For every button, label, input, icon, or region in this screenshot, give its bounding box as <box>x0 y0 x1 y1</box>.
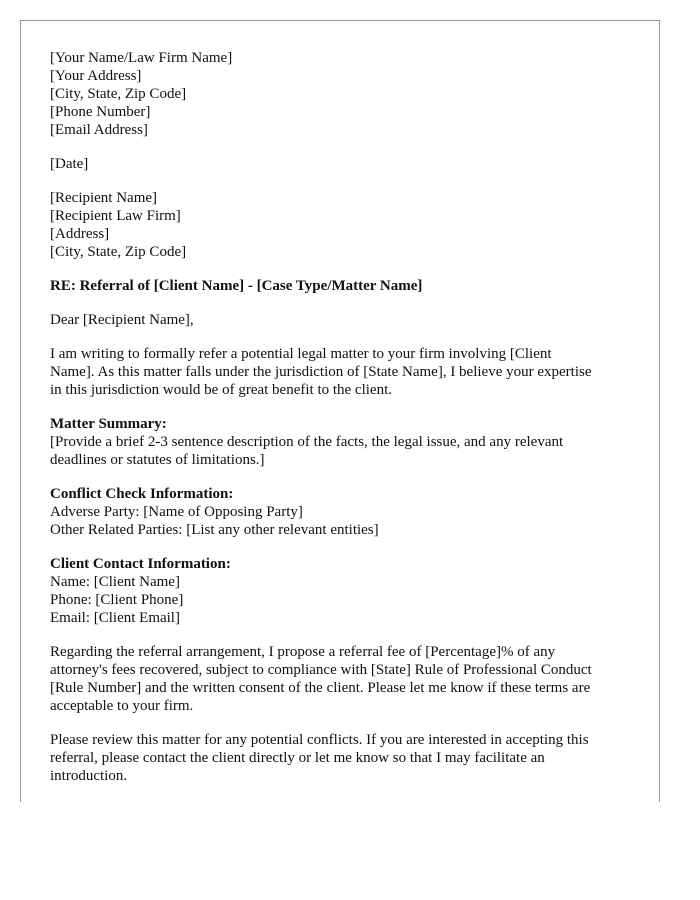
client-email: Email: [Client Email] <box>50 610 180 626</box>
recipient-block <box>50 189 650 261</box>
client-contact-section <box>50 555 650 627</box>
conflict-check-section <box>50 485 650 539</box>
conflict-check-heading: Conflict Check Information: <box>50 486 234 502</box>
letter-date: [Date] <box>50 156 89 172</box>
referral-line: [Rule Number] and the written consent of the client. Please let me know if these terms are <box>50 680 591 696</box>
referral-line: attorney's fees recovered, subject to compliance with [State] Rule of Professional Conduct <box>50 662 592 678</box>
referral-paragraph <box>50 643 650 715</box>
matter-summary-section <box>50 415 650 469</box>
closing-line: Please review this matter for any potential conflicts. If you are interested in accepting this <box>50 732 589 748</box>
intro-line: I am writing to formally refer a potential legal matter to your firm involving [Client <box>50 346 552 362</box>
sender-address: [Your Address] <box>50 68 142 84</box>
sender-phone: [Phone Number] <box>50 104 151 120</box>
recipient-city-state-zip: [City, State, Zip Code] <box>50 244 187 260</box>
other-related-parties: Other Related Parties: [List any other relevant entities] <box>50 522 379 538</box>
recipient-address: [Address] <box>50 226 110 242</box>
sender-city-state-zip: [City, State, Zip Code] <box>50 86 187 102</box>
recipient-name: [Recipient Name] <box>50 190 158 206</box>
referral-line: acceptable to your firm. <box>50 698 194 714</box>
letter-page <box>20 20 660 802</box>
referral-line: Regarding the referral arrangement, I propose a referral fee of [Percentage]% of any <box>50 644 556 660</box>
intro-paragraph <box>50 345 650 399</box>
closing-line: introduction. <box>50 768 128 784</box>
client-phone: Phone: [Client Phone] <box>50 592 184 608</box>
adverse-party: Adverse Party: [Name of Opposing Party] <box>50 504 303 520</box>
sender-block <box>50 49 650 139</box>
subject-line: RE: Referral of [Client Name] - [Case Type/Matter Name] <box>50 278 423 294</box>
matter-summary-heading: Matter Summary: <box>50 416 167 432</box>
closing-paragraph <box>50 731 650 785</box>
recipient-firm: [Recipient Law Firm] <box>50 208 181 224</box>
intro-line: Name]. As this matter falls under the jurisdiction of [State Name], I believe your expertise <box>50 364 592 380</box>
client-name: Name: [Client Name] <box>50 574 180 590</box>
intro-line: in this jurisdiction would be of great benefit to the client. <box>50 382 393 398</box>
letter-body <box>50 49 650 785</box>
closing-line: referral, please contact the client directly or let me know so that I may facilitate an <box>50 750 545 766</box>
sender-name: [Your Name/Law Firm Name] <box>50 50 233 66</box>
sender-email: [Email Address] <box>50 122 148 138</box>
salutation: Dear [Recipient Name], <box>50 312 194 328</box>
client-contact-heading: Client Contact Information: <box>50 556 231 572</box>
matter-summary-line: deadlines or statutes of limitations.] <box>50 452 265 468</box>
matter-summary-line: [Provide a brief 2-3 sentence description of the facts, the legal issue, and any relevant <box>50 434 564 450</box>
